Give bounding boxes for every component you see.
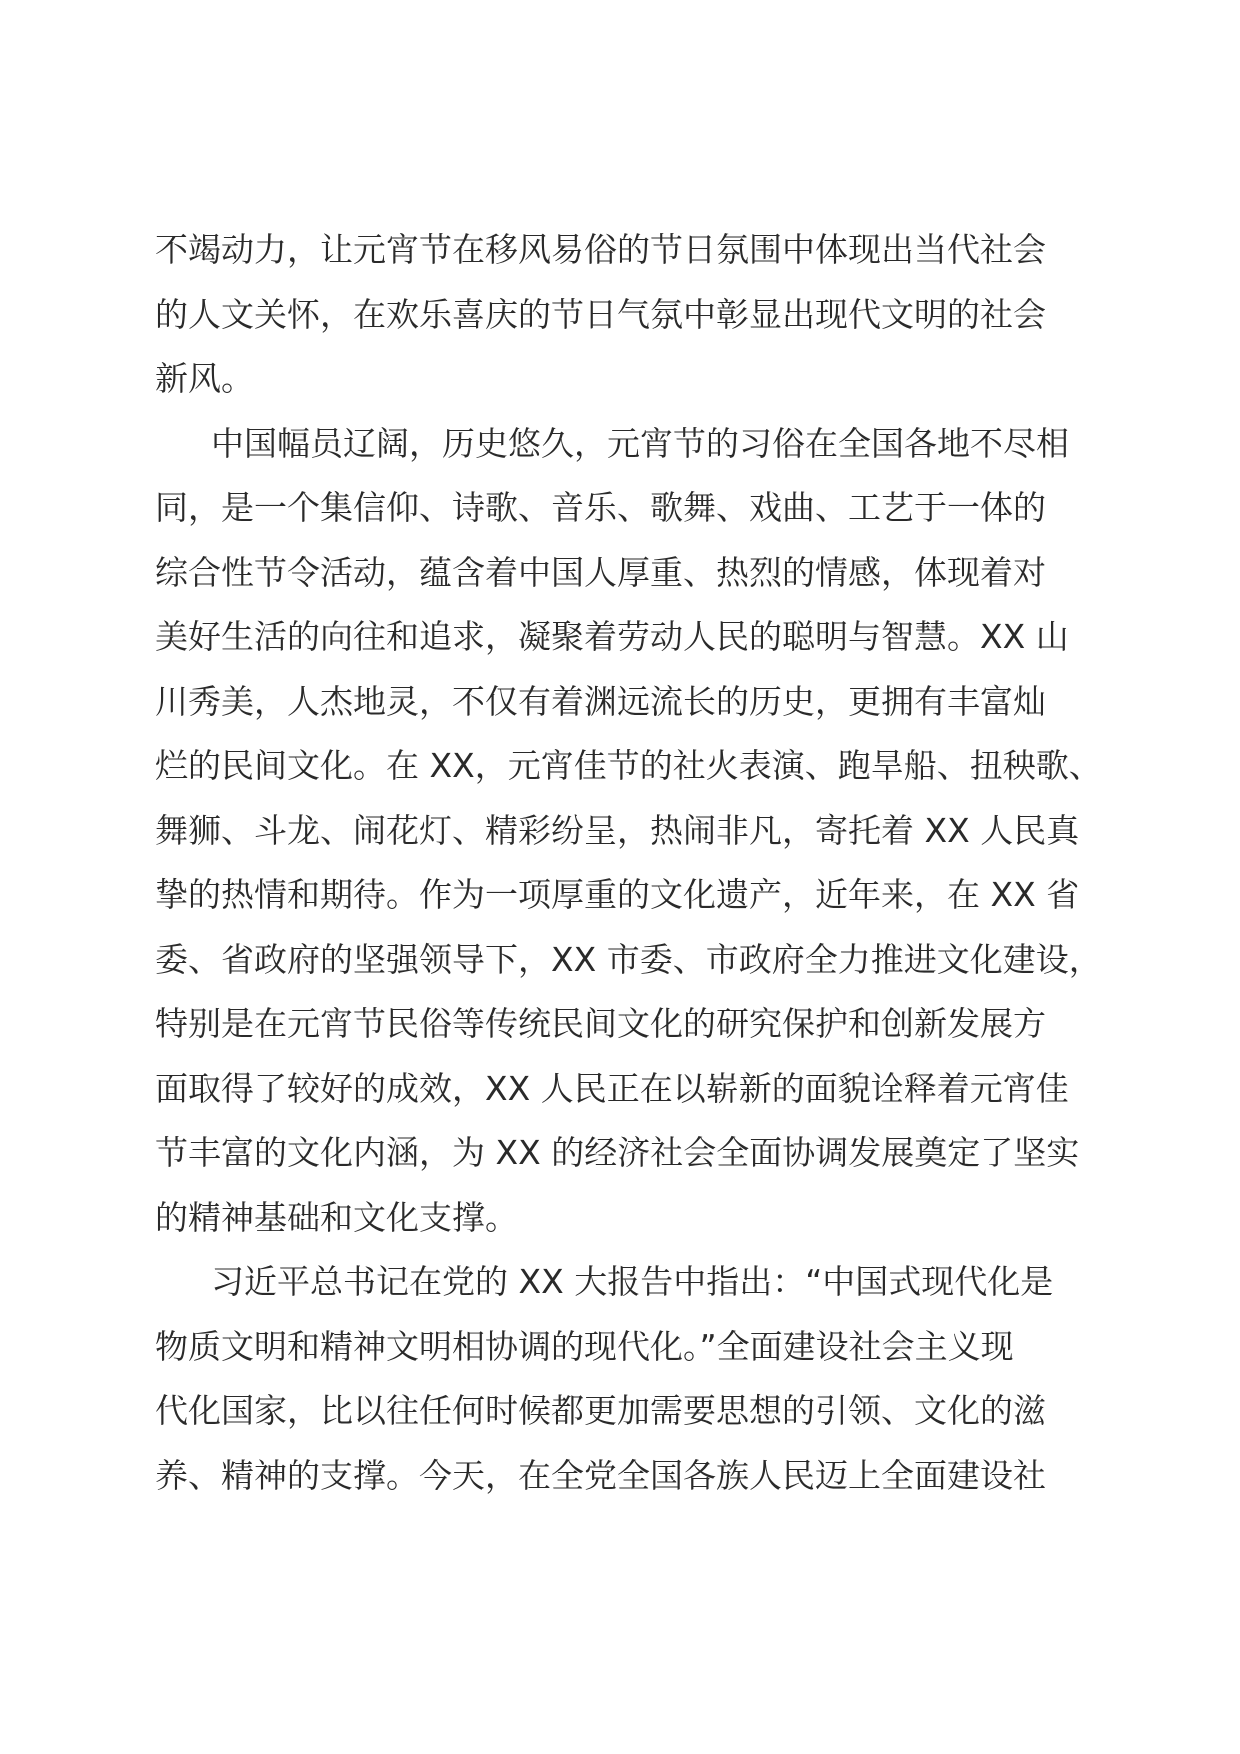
text-line: 特别是在元宵节民俗等传统民间文化的研究保护和创新发展方: [155, 1004, 1046, 1043]
text-line: 面取得了较好的成效，XX 人民正在以崭新的面貌诠释着元宵佳: [155, 1068, 1069, 1108]
text-line: 不竭动力，让元宵节在移风易俗的节日氛围中体现出当代社会: [155, 230, 1046, 269]
text-line: 的人文关怀，在欢乐喜庆的节日气氛中彰显出现代文明的社会: [155, 294, 1046, 334]
text-line: 挚的热情和期待。作为一项厚重的文化遗产，近年来，在 XX 省: [155, 875, 1080, 914]
text-line: 习近平总书记在党的 XX 大报告中指出：“中国式现代化是: [211, 1262, 1054, 1301]
text-line: 委、省政府的坚强领导下，XX 市委、市政府全力推进文化建设，: [155, 939, 1102, 979]
text-line: 综合性节令活动，蕴含着中国人厚重、热烈的情感，体现着对: [155, 552, 1046, 592]
text-line: 川秀美，人杰地灵，不仅有着渊远流长的历史，更拥有丰富灿: [155, 681, 1046, 721]
body-text: [155, 218, 1115, 1508]
text-line: 舞狮、斗龙、闹花灯、精彩纷呈，热闹非凡，寄托着 XX 人民真: [155, 810, 1080, 850]
text-line: 中国幅员辽阔，历史悠久，元宵节的习俗在全国各地不尽相: [211, 423, 1069, 463]
text-line: 物质文明和精神文明相协调的现代化。”全面建设社会主义现: [155, 1326, 1014, 1366]
text-line: 养、精神的支撑。今天，在全党全国各族人民迈上全面建设社: [155, 1455, 1046, 1495]
text-line: 烂的民间文化。在 XX，元宵佳节的社火表演、跑旱船、扭秧歌、: [155, 746, 1102, 785]
text-line: 美好生活的向往和追求，凝聚着劳动人民的聪明与智慧。XX 山: [155, 617, 1069, 656]
text-line: 代化国家，比以往任何时候都更加需要思想的引领、文化的滋: [155, 1391, 1046, 1430]
text-line: 节丰富的文化内涵，为 XX 的经济社会全面协调发展奠定了坚实: [155, 1133, 1080, 1172]
text-line: 新风。: [155, 359, 254, 398]
text-line: 同，是一个集信仰、诗歌、音乐、歌舞、戏曲、工艺于一体的: [155, 488, 1046, 527]
text-line: 的精神基础和文化支撑。: [155, 1197, 518, 1237]
